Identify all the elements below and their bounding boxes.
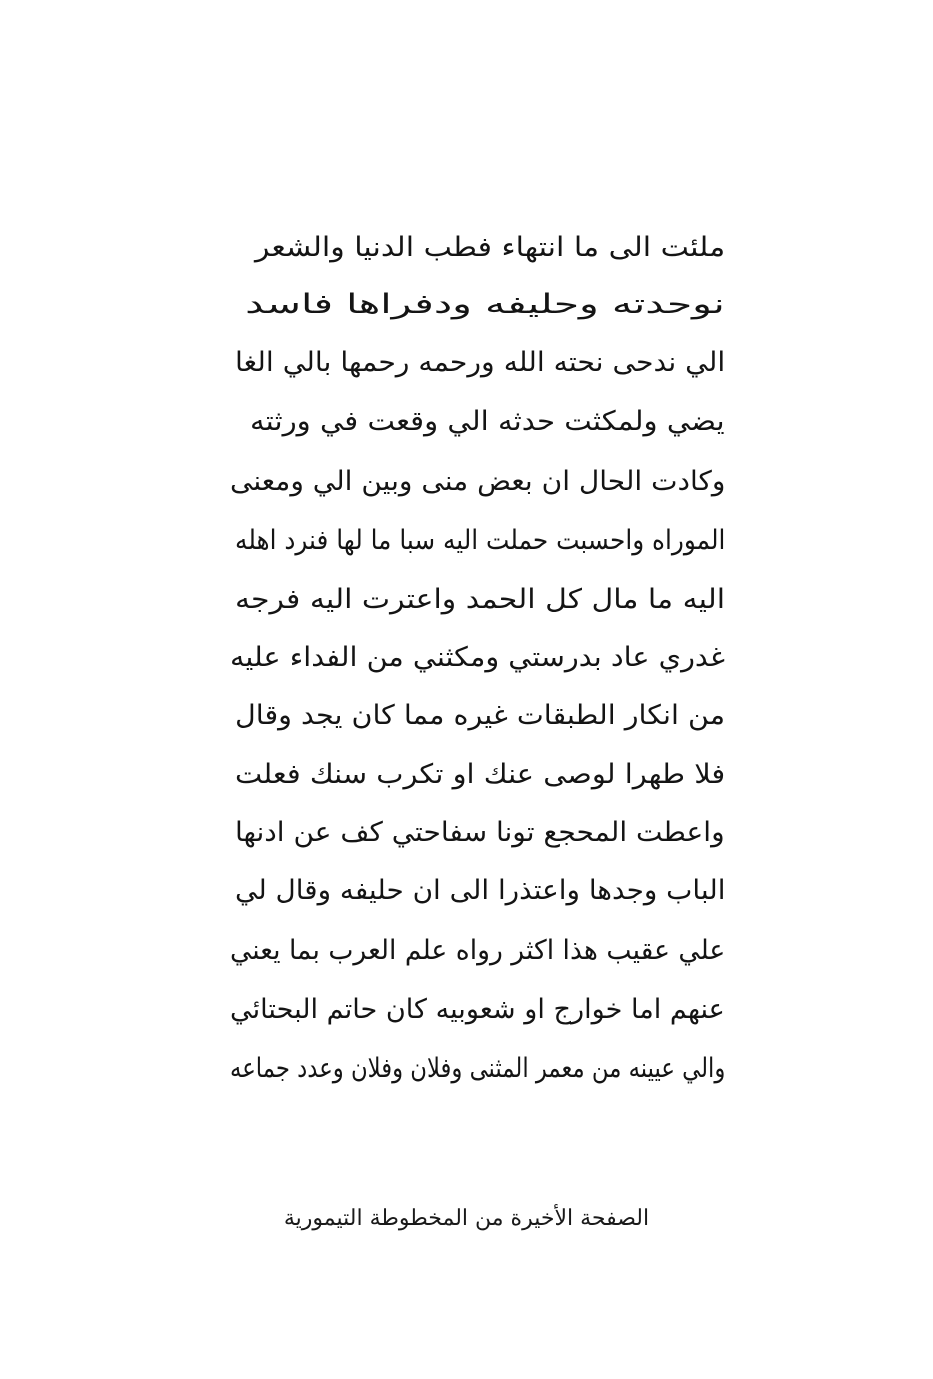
manuscript-line-1: ملئت الى ما انتهاء فطب الدنيا والشعر [254,232,725,263]
manuscript-line-7: اليه ما مال كل الحمد واعترت اليه فرجه [234,584,725,615]
manuscript-line-15: والي عيينه من معمر المثنى وفلان وفلان وعدد جماعه [229,1053,725,1084]
page-caption: الصفحة الأخيرة من المخطوطة التيمورية [283,1206,650,1231]
manuscript-line-9: من انكار الطبقات غيره مما كان يجد وقال [234,700,725,731]
manuscript-line-4: يضي ولمكثت حدثه الي وقعت في ورثته [250,406,725,437]
manuscript-facsimile [225,228,725,1098]
manuscript-line-3: الي ندحى نحته الله ورحمه رحمها بالي الغا [234,347,725,378]
manuscript-line-8: غدري عاد بدرستي ومكثني من الفداء عليه [230,642,725,673]
manuscript-line-11: واعطت المحجع تونا سفاحتي كف عن ادنها [235,817,725,848]
manuscript-line-6: الموراه واحسبت حملت اليه سبا ما لها فنرد اهله [234,525,725,556]
manuscript-line-13: علي عقيب هذا اكثر رواه علم العرب بما يعني [229,935,725,966]
manuscript-line-14: عنهم اما خوارج او شعوبيه كان حاتم البحتائي [230,994,725,1025]
manuscript-line-12: الباب وجدها واعتذرا الى ان حليفه وقال لي [234,875,725,906]
manuscript-line-2: نوحدته وحليفه ودفراها فاسد [245,289,725,320]
manuscript-line-10: فلا طهرا لوصى عنك او تكرب سنك فعلت [234,759,725,790]
manuscript-line-5: وكادت الحال ان بعض منى وبين الي ومعنى [229,466,725,497]
